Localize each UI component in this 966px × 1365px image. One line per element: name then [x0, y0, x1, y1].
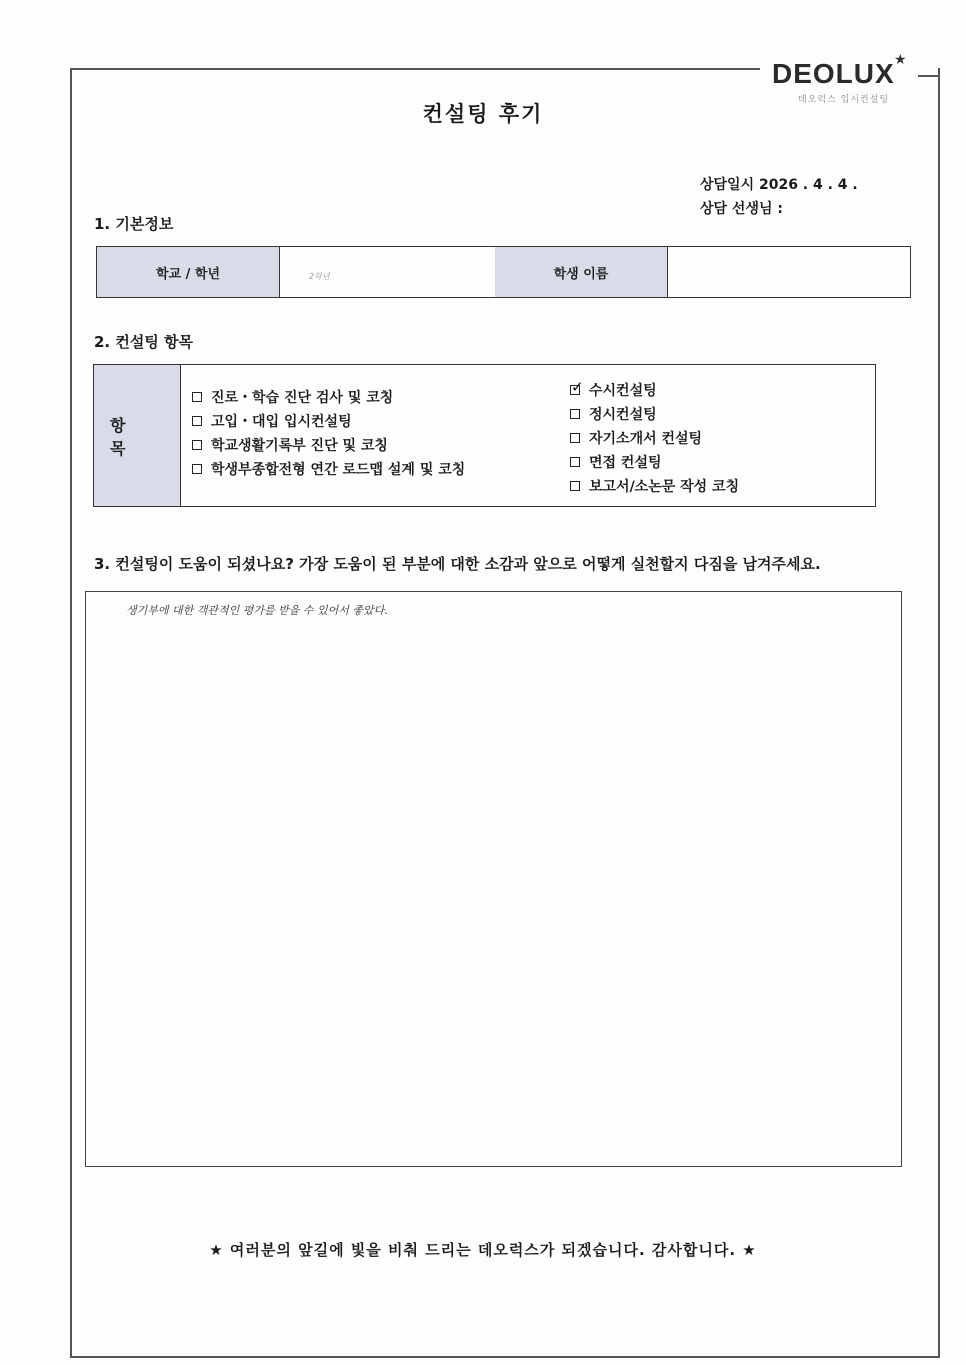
option-label: 수시컨설팅: [589, 383, 657, 399]
consult-date: 상담일시 2026 . 4 . 4 .: [700, 177, 858, 193]
school-grade-label: 학교 / 학년: [97, 247, 280, 297]
consulting-items-table: [93, 364, 876, 507]
option-right-3[interactable]: [570, 452, 662, 472]
logo-subtitle: 데오럭스 입시컨설팅: [798, 95, 890, 105]
option-left-3[interactable]: [192, 459, 465, 479]
checkbox-icon[interactable]: [570, 409, 580, 419]
option-right-4[interactable]: [570, 476, 739, 496]
school-grade-field[interactable]: [279, 247, 496, 297]
option-label: 학교생활기록부 진단 및 코칭: [211, 438, 388, 454]
option-right-0[interactable]: [570, 380, 657, 400]
option-label: 진로・학습 진단 검사 및 코칭: [211, 390, 394, 406]
logo-text: DEOLUX: [772, 58, 895, 89]
option-label: 자기소개서 컨설팅: [589, 431, 703, 447]
option-left-1[interactable]: [192, 411, 352, 431]
option-label: 정시컨설팅: [589, 407, 657, 423]
option-label: 보고서/소논문 작성 코칭: [589, 479, 740, 495]
frame-top-border: [70, 68, 760, 70]
basic-info-table: [96, 246, 911, 298]
star-icon: ★: [894, 52, 907, 68]
checkbox-icon[interactable]: [570, 433, 580, 443]
items-label: 항 목: [94, 365, 181, 506]
checkbox-icon[interactable]: [192, 464, 202, 474]
option-right-2[interactable]: [570, 428, 702, 448]
section-basic-info-heading: 1. 기본정보: [94, 215, 174, 233]
school-grade-value: 2학년: [309, 272, 330, 281]
consult-teacher: 상담 선생님 :: [700, 201, 783, 217]
option-label: 학생부종합전형 연간 로드맵 설계 및 코칭: [211, 462, 466, 478]
student-name-field[interactable]: [667, 247, 910, 297]
feedback-response: 생기부에 대한 객관적인 평가를 받을 수 있어서 좋았다.: [126, 604, 388, 617]
option-left-0[interactable]: [192, 387, 393, 407]
checkbox-icon[interactable]: [570, 457, 580, 467]
page-title: 컨설팅 후기: [422, 102, 544, 126]
checkbox-checked-icon[interactable]: [570, 385, 580, 395]
checkbox-icon[interactable]: [192, 392, 202, 402]
section-items-heading: 2. 컨설팅 항목: [94, 333, 194, 351]
checkbox-icon[interactable]: [192, 440, 202, 450]
option-left-2[interactable]: [192, 435, 388, 455]
footer-message: ★ 여러분의 앞길에 빛을 비춰 드리는 데오럭스가 되겠습니다. 감사합니다. ★: [209, 1241, 757, 1259]
option-right-1[interactable]: [570, 404, 657, 424]
option-label: 고입・대입 입시컨설팅: [211, 414, 352, 430]
feedback-box[interactable]: [85, 591, 902, 1167]
checkbox-icon[interactable]: [570, 481, 580, 491]
section-feedback-heading: 3. 컨설팅이 도움이 되셨나요? 가장 도움이 된 부분에 대한 소감과 앞으로 어떻게 실천할지 다짐을 남겨주세요.: [94, 555, 821, 573]
checkbox-icon[interactable]: [192, 416, 202, 426]
student-name-label: 학생 이름: [495, 247, 668, 297]
option-label: 면접 컨설팅: [589, 455, 662, 471]
